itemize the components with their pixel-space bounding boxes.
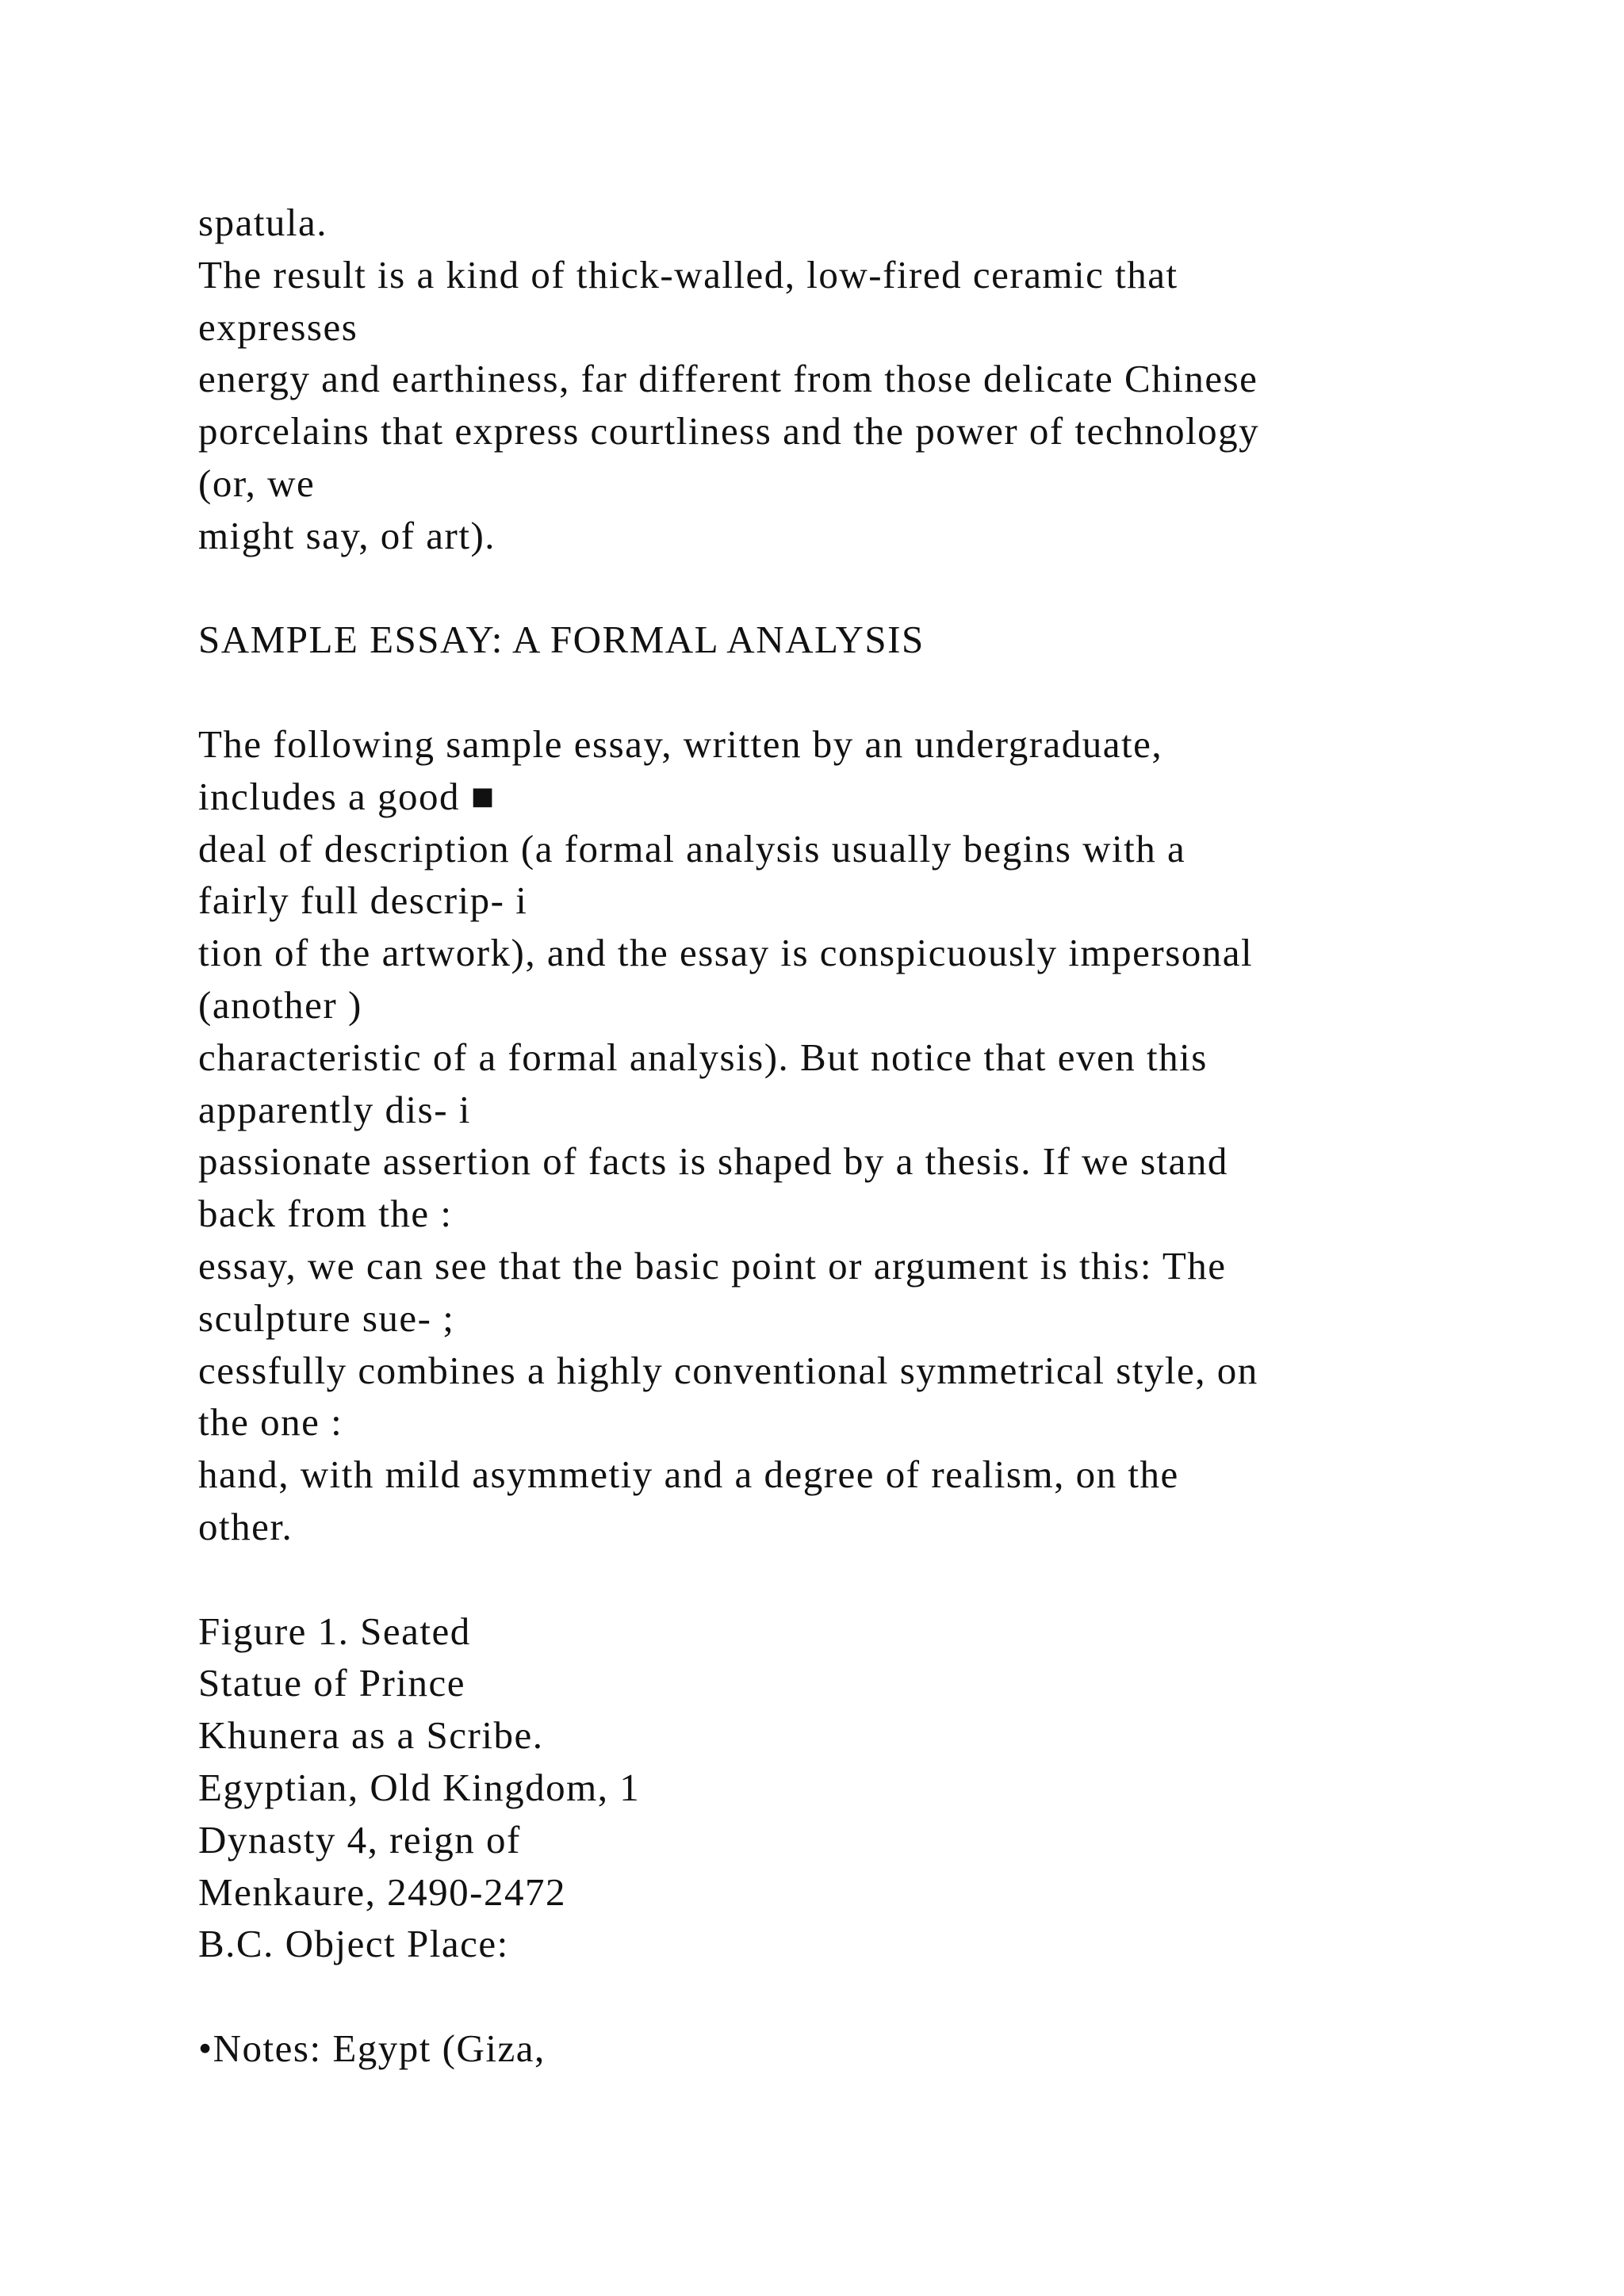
text-line: The following sample essay, written by an undergraduate,	[198, 721, 1163, 766]
text-line: spatula.	[198, 201, 328, 244]
text-line: other.	[198, 1504, 293, 1548]
text-line: The result is a kind of thick-walled, low-fired ceramic that	[198, 252, 1178, 297]
text-line: porcelains that express courtliness and the power of technology	[198, 409, 1260, 453]
text-line: tion of the artwork), and the essay is conspicuously impersonal	[198, 931, 1254, 975]
text-line: deal of description (a formal analysis usually begins with a	[198, 826, 1186, 871]
caption-line: Khunera as a Scribe.	[198, 1713, 544, 1758]
text-line: might say, of art).	[198, 513, 496, 557]
text-line: back from the :	[198, 1192, 453, 1236]
caption-line: B.C. Object Place:	[198, 1922, 509, 1966]
text-line: the one :	[198, 1400, 343, 1445]
text-line: sculpture sue- ;	[198, 1295, 455, 1340]
paragraph-gap	[198, 666, 1546, 718]
text-line: (or, we	[198, 461, 316, 505]
text-line: apparently dis- i	[198, 1087, 471, 1131]
text-line: (another )	[198, 982, 362, 1027]
text-line: essay, we can see that the basic point or argument is this: The	[198, 1243, 1227, 1288]
paragraph-gap	[198, 1553, 1546, 1605]
caption-line: Menkaure, 2490-2472	[198, 1869, 566, 1914]
paragraph-sample-essay	[198, 718, 1546, 1553]
text-line: energy and earthiness, far different from those delicate Chinese	[198, 357, 1258, 401]
caption-line: Statue of Prince	[198, 1661, 465, 1705]
paragraph-ceramic	[198, 197, 1546, 562]
caption-line: Figure 1. Seated	[198, 1609, 471, 1653]
text-line: hand, with mild asymmetiy and a degree of realism, on the	[198, 1452, 1179, 1497]
paragraph-gap	[198, 1970, 1546, 2022]
caption-line: Dynasty 4, reign of	[198, 1817, 521, 1862]
text-line: cessfully combines a highly conventional symmetrical style, on	[198, 1348, 1258, 1392]
figure-caption	[198, 1605, 1546, 1971]
notes-line: •Notes: Egypt (Giza,	[198, 2026, 546, 2070]
text-line: fairly full descrip- i	[198, 878, 528, 923]
text-line: characteristic of a formal analysis). But notice that even this	[198, 1035, 1208, 1079]
paragraph-gap	[198, 562, 1546, 614]
document-text	[198, 197, 1546, 2075]
text-line: includes a good ■	[198, 774, 496, 818]
caption-line: Egyptian, Old Kingdom, 1	[198, 1765, 641, 1809]
text-line: passionate assertion of facts is shaped by a thesis. If we stand	[198, 1139, 1228, 1184]
text-line: expresses	[198, 304, 358, 349]
section-heading: SAMPLE ESSAY: A FORMAL ANALYSIS	[198, 618, 925, 662]
